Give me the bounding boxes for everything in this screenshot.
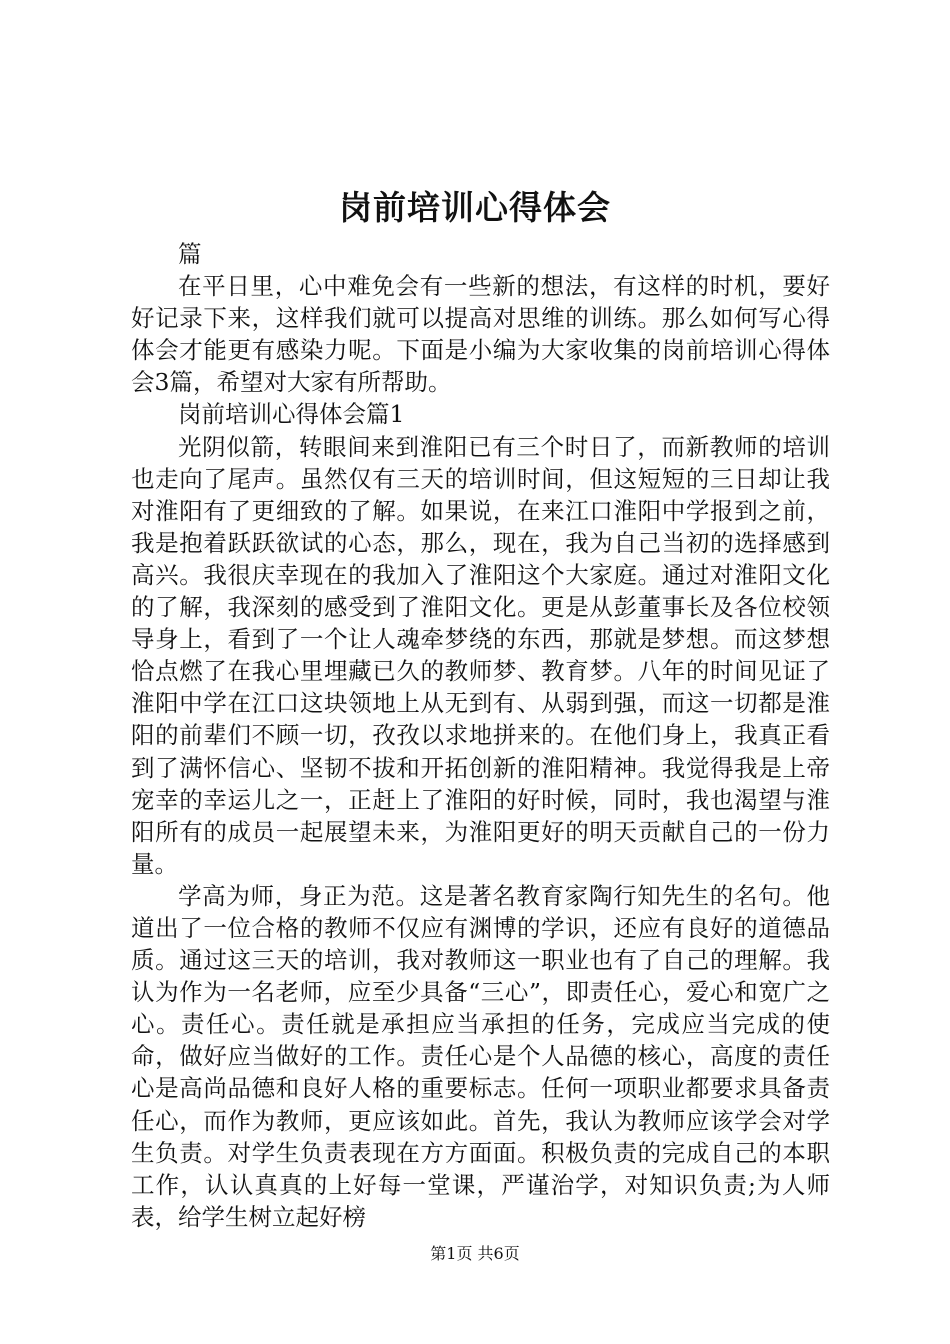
paragraph: 篇	[178, 240, 202, 268]
paragraph: 光阴似箭，转眼间来到淮阳已有三个时日了，而新教师的培训也走向了尾声。虽然仅有三天的培训时间，但这短短的三日却让我对淮阳有了更细致的了解。如果说，在来江口淮阳中学报到之前，我是抱着跃跃欲试的心态，那么，现在，我为自己当初的选择感到高兴。我很庆幸现在的我加入了淮阳这个大家庭。通过对淮阳文化的了解，我深刻的感受到了淮阳文化。更是从彭董事长及各位校领导身上，看到了一个让人魂牵梦绕的东西，那就是梦想。而这梦想恰点燃了在我心里埋藏已久的教师梦、教育梦。八年的时间见证了淮阳中学在江口这块领地上从无到有、从弱到强，而这一切都是淮阳的前辈们不顾一切，孜孜以求地拼来的。在他们身上，我真正看到了满怀信心、坚韧不拔和开拓创新的淮阳精神。我觉得我是上帝宠幸的幸运儿之一，正赶上了淮阳的好时候，同时，我也渴望与淮阳所有的成员一起展望未来，为淮阳更好的明天贡献自己的一份力量。	[131, 432, 830, 878]
document-body	[131, 238, 830, 1233]
paragraph: 在平日里，心中难免会有一些新的想法，有这样的时机，要好好记录下来，这样我们就可以提高对思维的训练。那么如何写心得体会才能更有感染力呢。下面是小编为大家收集的岗前培训心得体会3篇，希望对大家有所帮助。	[131, 272, 830, 397]
paragraph: 学高为师，身正为范。这是著名教育家陶行知先生的名句。他道出了一位合格的教师不仅应有渊博的学识，还应有良好的道德品质。通过这三天的培训，我对教师这一职业也有了自己的理解。我认为作为一名老师，应至少具备“三心”，即责任心，爱心和宽广之心。责任心。责任就是承担应当承担的任务，完成应当完成的使命，做好应当做好的工作。责任心是个人品德的核心，高度的责任心是高尚品德和良好人格的重要标志。任何一项职业都要求具备责任心，而作为教师，更应该如此。首先，我认为教师应该学会对学生负责。对学生负责表现在方方面面。积极负责的完成自己的本职工作，认认真真的上好每一堂课，严谨治学，对知识负责;为人师表，给学生树立起好榜	[131, 881, 830, 1231]
document-title: 岗前培训心得体会	[339, 188, 611, 227]
page-footer: 第1页 共6页	[430, 1244, 520, 1263]
section-heading: 岗前培训心得体会篇1	[178, 400, 405, 429]
